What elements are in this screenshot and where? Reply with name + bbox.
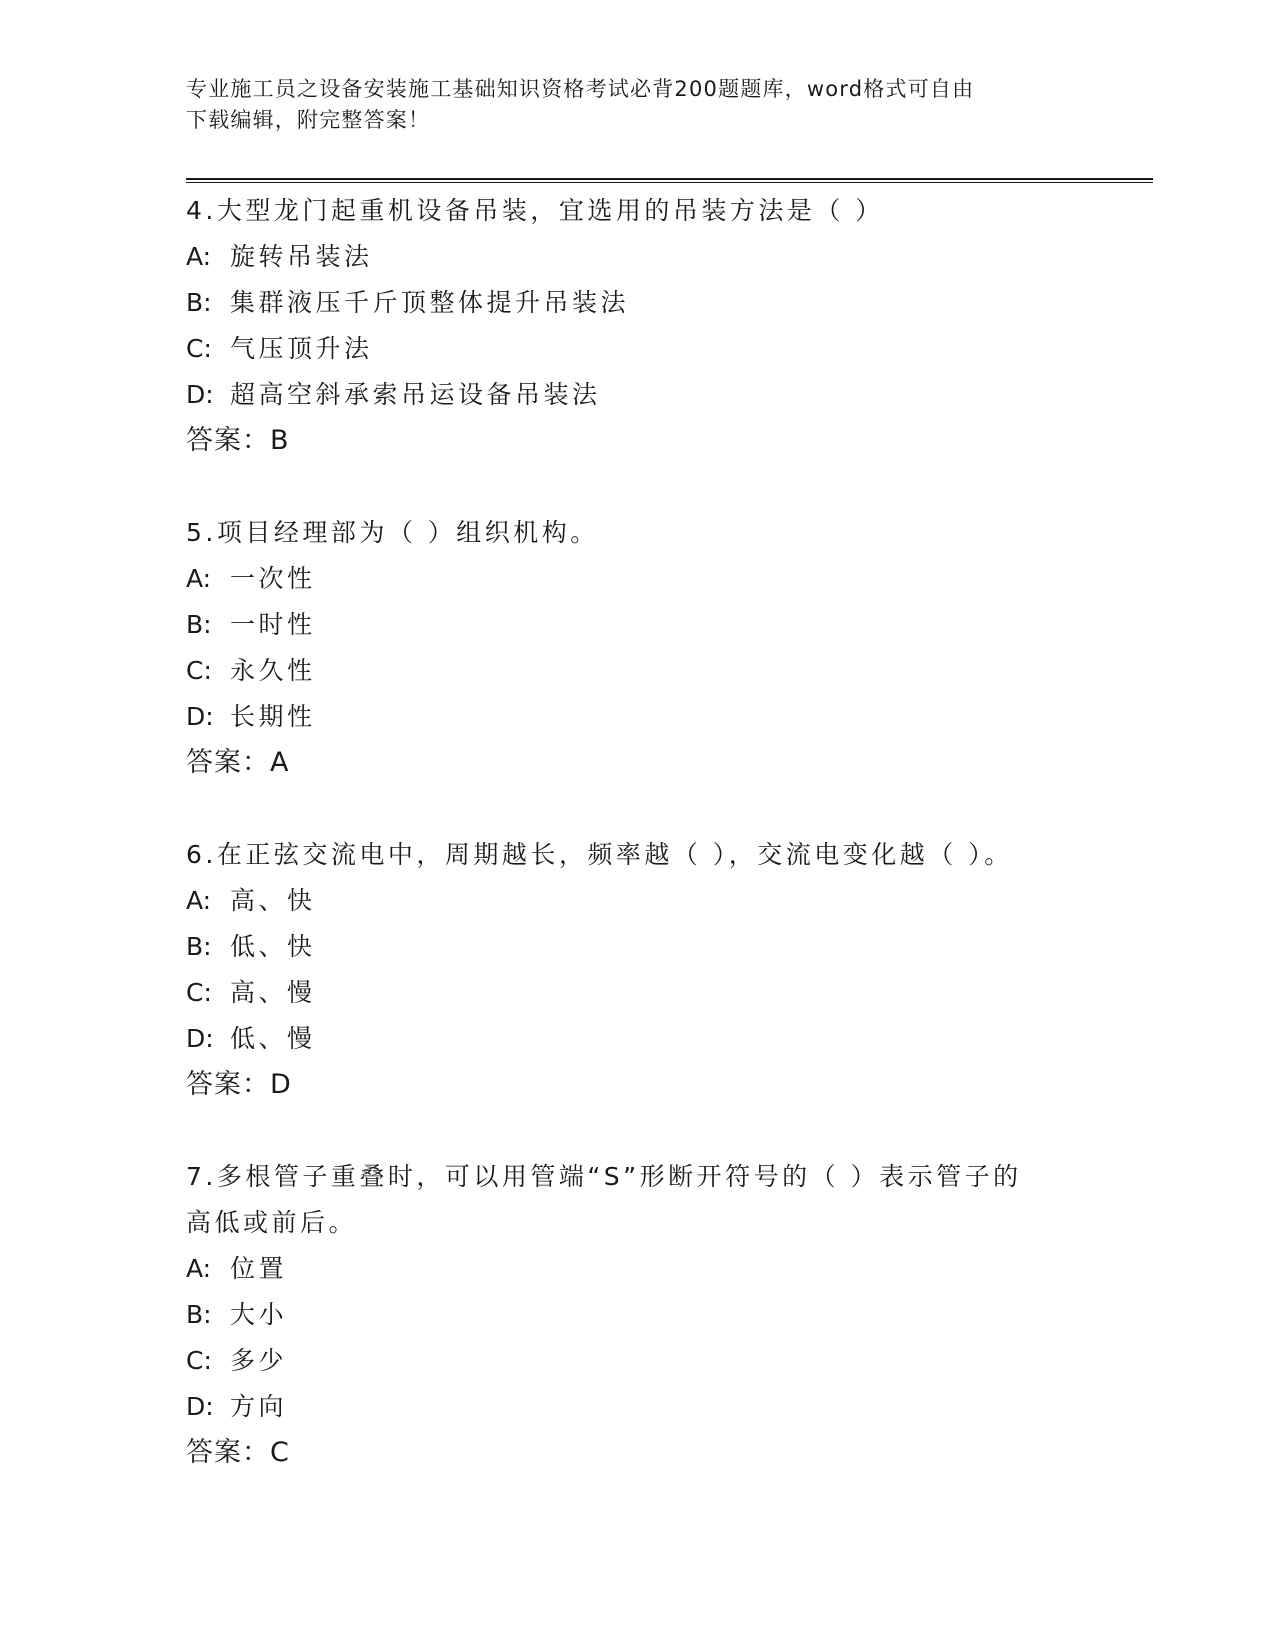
question-7 [186,1154,1086,1476]
option-letter: D: [186,702,214,731]
option-text: 一次性 [230,564,316,593]
answer: 答案：B [186,425,290,456]
option-b [186,924,1086,970]
option-b [186,280,1086,326]
option-text: 方向 [230,1392,288,1421]
option-text: 气压顶升法 [230,334,373,363]
option-text: 长期性 [230,702,316,731]
option-letter: A: [186,564,212,593]
option-letter: D: [186,1392,214,1421]
option-d [186,1016,1086,1062]
question-6 [186,832,1086,1108]
option-letter: A: [186,242,212,271]
option-d [186,372,1086,418]
answer: 答案：D [186,1069,292,1100]
option-c [186,326,1086,372]
option-text: 高、快 [230,886,316,915]
option-c [186,648,1086,694]
option-text: 低、慢 [230,1024,316,1053]
option-text: 超高空斜承索吊运设备吊装法 [230,380,601,409]
question-title: 6.在正弦交流电中，周期越长，频率越（ ），交流电变化越（ ）。 [186,840,1013,869]
option-letter: A: [186,1254,212,1283]
question-title-continued: 高低或前后。 [186,1208,358,1237]
question-4 [186,188,1086,464]
option-d [186,1384,1086,1430]
option-letter: B: [186,288,212,317]
question-title: 7.多根管子重叠时，可以用管端“S”形断开符号的（ ）表示管子的 [186,1162,1022,1191]
header-line-1: 专业施工员之设备安装施工基础知识资格考试必背200题题库，word格式可自由 [186,77,975,101]
option-text: 高、慢 [230,978,316,1007]
option-text: 集群液压千斤顶整体提升吊装法 [230,288,630,317]
option-letter: C: [186,656,212,685]
option-c [186,1338,1086,1384]
option-letter: B: [186,932,212,961]
option-a [186,878,1086,924]
option-letter: B: [186,1300,212,1329]
option-b [186,1292,1086,1338]
question-5 [186,510,1086,786]
option-d [186,694,1086,740]
option-letter: C: [186,334,212,363]
answer: 答案：C [186,1437,290,1468]
option-text: 一时性 [230,610,316,639]
header-divider-thin [186,182,1153,183]
option-a [186,234,1086,280]
question-title: 4.大型龙门起重机设备吊装，宜选用的吊装方法是（ ） [186,196,884,225]
document-header [186,74,1066,136]
option-text: 旋转吊装法 [230,242,373,271]
header-divider-thick [186,178,1153,180]
option-letter: D: [186,1024,214,1053]
option-text: 大小 [230,1300,288,1329]
option-letter: D: [186,380,214,409]
option-a [186,556,1086,602]
option-b [186,602,1086,648]
header-line-2: 下载编辑，附完整答案！ [186,108,431,132]
answer: 答案：A [186,747,290,778]
option-letter: B: [186,610,212,639]
question-title: 5.项目经理部为（ ）组织机构。 [186,518,599,547]
option-letter: C: [186,1346,212,1375]
option-text: 位置 [230,1254,288,1283]
option-a [186,1246,1086,1292]
option-text: 永久性 [230,656,316,685]
option-c [186,970,1086,1016]
option-letter: C: [186,978,212,1007]
question-list [186,188,1086,1522]
option-text: 多少 [230,1346,288,1375]
option-text: 低、快 [230,932,316,961]
option-letter: A: [186,886,212,915]
